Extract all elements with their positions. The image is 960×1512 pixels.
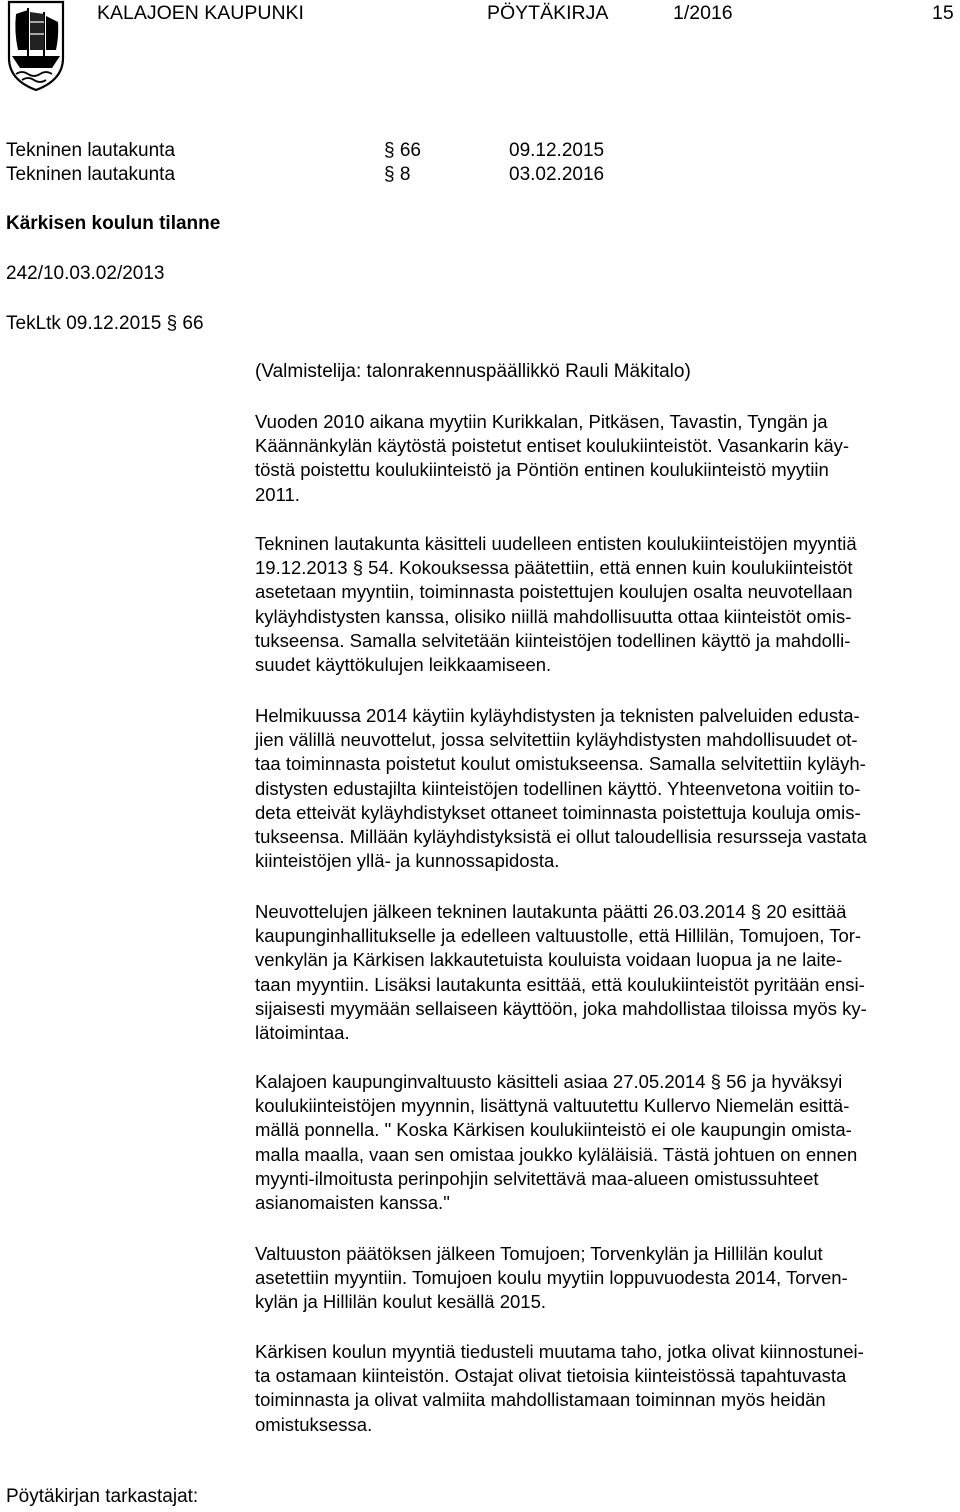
- meeting-date: 03.02.2016: [509, 164, 605, 185]
- meeting-section: § 8: [384, 164, 411, 185]
- body-paragraph: Valtuuston päätöksen jälkeen Tomujoen; Torvenkylän ja Hillilän koulut asetettiin myyntiin. Tomujoen koulu myytiin loppuvuodesta 2014, Torven- kylän ja Hillilän koulut kesällä 2015.: [255, 1243, 848, 1313]
- header-page-number: 15: [932, 2, 954, 24]
- reference-meeting: TekLtk 09.12.2015 § 66: [6, 313, 204, 334]
- header-city: KALAJOEN KAUPUNKI: [97, 2, 304, 24]
- preparer-note: (Valmistelija: talonrakennuspäällikkö Rauli Mäkitalo): [255, 361, 691, 382]
- reference-number: 242/10.03.02/2013: [6, 263, 165, 284]
- header-doc-type: PÖYTÄKIRJA: [487, 2, 609, 24]
- body-paragraph: Vuoden 2010 aikana myytiin Kurikkalan, Pitkäsen, Tavastin, Tyngän ja Käännänkylän käytöstä poistetut entiset koulukiinteistöt. Vasankarin käy- töstä poistettu koulukiinteistö ja Pöntiön entinen koulukiinteistö myytiin 2011.: [255, 411, 850, 505]
- meeting-date: 09.12.2015: [509, 140, 605, 161]
- meeting-section: § 66: [384, 140, 421, 161]
- body-paragraph: Kalajoen kaupunginvaltuusto käsitteli asiaa 27.05.2014 § 56 ja hyväksyi koulukiinteistöjen myynnin, lisättynä valtuutettu Kullervo Niemelän esittä- mällä ponnella. " Koska Kärkisen koulukiinteistö ei ole kaupungin omista- malla maalla, vaan sen omistaa joukko kyläläisiä. Tästä johtuen on ennen myynti-ilmoitusta perinpohjin selvitettävä maa-alueen omistussuhteet asianomaisten kanssa.": [255, 1071, 858, 1214]
- body-paragraph: Helmikuussa 2014 käytiin kyläyhdistysten ja teknisten palveluiden edusta- jien välillä neuvottelut, jossa selvitettiin kyläyhdistysten mahdollisuudet ot- taa toiminnasta poistetut koulut omistukseensa. Samalla selvitettiin kyläyh- distysten edustajilta kiinteistöjen todellinen käyttö. Yhteenvetona voitiin to- deta etteivät kyläyhdistykset ottaneet toiminnasta poistettuja kouluja omis- tukseensa. Millään kyläyhdistyksistä ei ollut taloudellisia resursseja vastata kiinteistöjen yllä- ja kunnossapidosta.: [255, 705, 867, 872]
- header-issue: 1/2016: [673, 2, 733, 24]
- footer-reviewers-label: Pöytäkirjan tarkastajat:: [6, 1486, 199, 1507]
- document-title: Kärkisen koulun tilanne: [6, 213, 221, 234]
- body-paragraph: Kärkisen koulun myyntiä tiedusteli muutama taho, jotka olivat kiinnostunei- ta ostamaan kiinteistön. Ostajat olivat tietoisia kiinteistössä tapahtuvasta toiminnasta ja olivat valmiita mahdollistamaan toiminnan myös heidän omistuksessa.: [255, 1341, 864, 1435]
- body-paragraph: Neuvottelujen jälkeen tekninen lautakunta päätti 26.03.2014 § 20 esittää kaupunginhallitukselle ja edelleen valtuustolle, että Hillilän, Tomujoen, Tor- venkylän ja Kärkisen lakkautetuista kouluista voidaan luopua ja ne laite- taan myyntiin. Lisäksi lautakunta esittää, että koulukiinteistöt pyritään ensi- sijaisesti myymään sellaiseen käyttöön, joka mahdollistaa tiloissa myös ky- lätoimintaa.: [255, 901, 867, 1044]
- body-paragraph: Tekninen lautakunta käsitteli uudelleen entisten koulukiinteistöjen myyntiä 19.12.2013 § 54. Kokouksessa päätettiin, että ennen kuin koulukiinteistöt asetetaan myyntiin, toiminnasta poistettujen koulujen osalta neuvotellaan kyläyhdistysten kanssa, olisiko niillä mahdollisuutta ottaa kiinteistöt omis- tukseensa. Samalla selvitetään kiinteistöjen todellinen käyttö ja mahdolli- suudet käyttökulujen leikkaamiseen.: [255, 533, 857, 676]
- meeting-body: Tekninen lautakunta: [6, 140, 176, 161]
- meeting-body: Tekninen lautakunta: [6, 164, 176, 185]
- city-coat-of-arms-icon: [6, 0, 66, 92]
